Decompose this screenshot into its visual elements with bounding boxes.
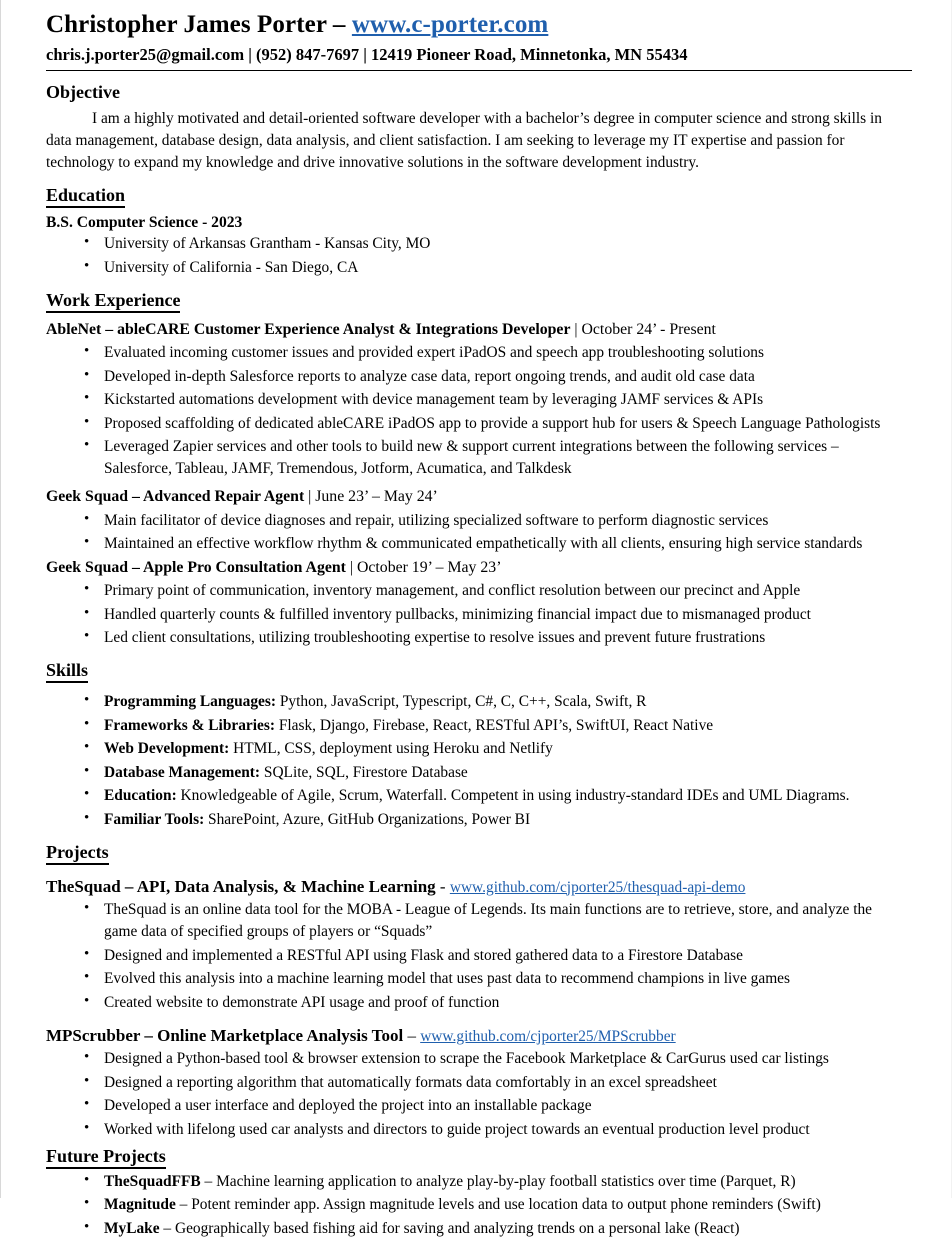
section-heading-projects: Projects (46, 842, 909, 865)
job-dates: | October 19’ – May 23’ (345, 559, 502, 577)
contact-line: chris.j.porter25@gmail.com | (952) 847-7697 | 12419 Pioneer Road, Minnetonka, MN 55434 (46, 44, 688, 64)
future-project-value: – Geographically based fishing aid for saving and analyzing trends on a personal lake (React) (159, 1219, 740, 1237)
list-item (46, 762, 909, 784)
objective-paragraph: I am a highly motivated and detail-oriented software developer with a bachelor’s degree in computer science and strong skills in data management, database design, data analysis, and client satisfaction. I am seeking to leverage my IT expertise and passion for technology to expand my knowledge and drive innovative solutions in the software development industry. (46, 110, 882, 171)
list-item: • University of Arkansas Grantham - Kansas City, MO (46, 233, 909, 255)
list-item: • Primary point of communication, inventory management, and conflict resolution between our precinct and Apple (46, 580, 909, 602)
header-name-line (46, 10, 909, 41)
job-heading (46, 558, 909, 579)
job-dates: | June 23’ – May 24’ (304, 488, 438, 506)
section-heading-education: Education (46, 185, 909, 208)
list-item: • Maintained an effective workflow rhythm & communicated empathetically with all clients, ensuring high service standards (46, 533, 909, 555)
list-item: • Evaluated incoming customer issues and provided expert iPadOS and speech app troubleshooting solutions (46, 342, 909, 364)
project-bullet-list (46, 1048, 909, 1141)
project-separator: - (435, 876, 450, 896)
list-item: • Developed a user interface and deployed the project into an installable package (46, 1095, 909, 1117)
project-bullet-list (46, 899, 909, 1014)
list-item (46, 809, 909, 831)
project-repo-link[interactable]: www.github.com/cjporter25/MPScrubber (420, 1027, 676, 1045)
list-item: • Leveraged Zapier services and other tools to build new & support current integrations between the following services – Salesforce, Tableau, JAMF, Tremendous, Jotform, Acumatica, and Talkdesk (46, 436, 909, 480)
section-heading-objective: Objective (46, 82, 120, 103)
list-item: • Evolved this analysis into a machine learning model that uses past data to recommend champions in live games (46, 968, 909, 990)
list-item: • Kickstarted automations development with device management team by leveraging JAMF services & APIs (46, 389, 909, 411)
section-heading-skills: Skills (46, 660, 909, 683)
candidate-name: Christopher James Porter – (46, 11, 352, 38)
future-projects-list (46, 1171, 909, 1240)
job-dates: | October 24’ - Present (570, 320, 716, 338)
skill-label: Education: (104, 787, 177, 805)
skill-value: Python, JavaScript, Typescript, C#, C, C++, Scala, Swift, R (276, 692, 647, 710)
skill-value: Flask, Django, Firebase, React, RESTful API’s, SwiftUI, React Native (274, 716, 714, 734)
job-title: AbleNet – ableCARE Customer Experience Analyst & Integrations Developer (46, 320, 571, 338)
job-heading (46, 320, 909, 341)
skill-label: Database Management: (104, 763, 261, 781)
job-bullet-list (46, 580, 909, 649)
future-project-label: MyLake (104, 1219, 160, 1237)
future-project-label: Magnitude (104, 1196, 176, 1214)
list-item (46, 1194, 909, 1216)
list-item (46, 691, 909, 713)
project-title: MPScrubber – Online Marketplace Analysis Tool (46, 1025, 404, 1045)
list-item (46, 738, 909, 760)
future-project-value: – Machine learning application to analyze play-by-play football statistics over time (Parquet, R) (200, 1172, 796, 1190)
job-title: Geek Squad – Advanced Repair Agent (46, 488, 305, 506)
list-item: • Developed in-depth Salesforce reports to analyze case data, report ongoing trends, and audit old case data (46, 366, 909, 388)
project-repo-link[interactable]: www.github.com/cjporter25/thesquad-api-demo (449, 878, 746, 896)
list-item: • Handled quarterly counts & fulfilled inventory pullbacks, minimizing financial impact due to mismanaged product (46, 604, 909, 626)
skill-label: Frameworks & Libraries: (104, 716, 275, 734)
list-item: • Created website to demonstrate API usage and proof of function (46, 992, 909, 1014)
job-bullet-list (46, 510, 909, 556)
section-heading-work-experience: Work Experience (46, 290, 909, 313)
skill-label: Web Development: (104, 740, 230, 758)
list-item: • Designed and implemented a RESTful API using Flask and stored gathered data to a Firestore Database (46, 945, 909, 967)
future-project-value: – Potent reminder app. Assign magnitude levels and use location data to output phone reminders (Swift) (175, 1196, 821, 1214)
list-item: • Led client consultations, utilizing troubleshooting expertise to resolve issues and prevent future frustrations (46, 627, 909, 649)
job-bullet-list (46, 342, 909, 480)
education-school-list (46, 233, 909, 279)
list-item: • Designed a Python-based tool & browser extension to scrape the Facebook Marketplace & CarGurus used car listings (46, 1048, 909, 1070)
job-title: Geek Squad – Apple Pro Consultation Agent (46, 559, 346, 577)
list-item (46, 785, 909, 807)
job-heading (46, 487, 909, 508)
personal-website-link[interactable]: www.c-porter.com (351, 11, 549, 38)
list-item (46, 1218, 909, 1240)
list-item: • Designed a reporting algorithm that automatically formats data comfortably in an excel spreadsheet (46, 1072, 909, 1094)
skill-label: Programming Languages: (104, 692, 277, 710)
list-item: • University of California - San Diego, CA (46, 257, 909, 279)
future-project-label: TheSquadFFB (104, 1172, 201, 1190)
degree-title: B.S. Computer Science - 2023 (46, 213, 243, 231)
list-item: • Worked with lifelong used car analysts and directors to guide project towards an eventual production level product (46, 1119, 909, 1141)
skills-list (46, 691, 909, 831)
skill-label: Familiar Tools: (104, 810, 205, 828)
skill-value: HTML, CSS, deployment using Heroku and Netlify (229, 740, 553, 758)
project-heading (46, 1025, 909, 1047)
skill-value: SQLite, SQL, Firestore Database (260, 763, 468, 781)
list-item (46, 1171, 909, 1193)
list-item: • Proposed scaffolding of dedicated ableCARE iPadOS app to provide a support hub for users & Speech Language Pathologists (46, 413, 909, 435)
list-item: • Main facilitator of device diagnoses and repair, utilizing specialized software to perform diagnostic services (46, 510, 909, 532)
list-item (46, 715, 909, 737)
project-title: TheSquad – API, Data Analysis, & Machine Learning (46, 876, 436, 896)
skill-value: SharePoint, Azure, GitHub Organizations, Power BI (204, 810, 531, 828)
header-divider (46, 70, 912, 71)
skill-value: Knowledgeable of Agile, Scrum, Waterfall. Competent in using industry-standard IDEs and UML Diagrams. (176, 787, 850, 805)
section-heading-future-projects: Future Projects (46, 1146, 909, 1169)
project-heading (46, 876, 909, 898)
list-item: • TheSquad is an online data tool for the MOBA - League of Legends. Its main functions are to retrieve, store, and analyze the game data of specified groups of players or “Squads” (46, 899, 909, 943)
project-separator: – (403, 1025, 421, 1045)
